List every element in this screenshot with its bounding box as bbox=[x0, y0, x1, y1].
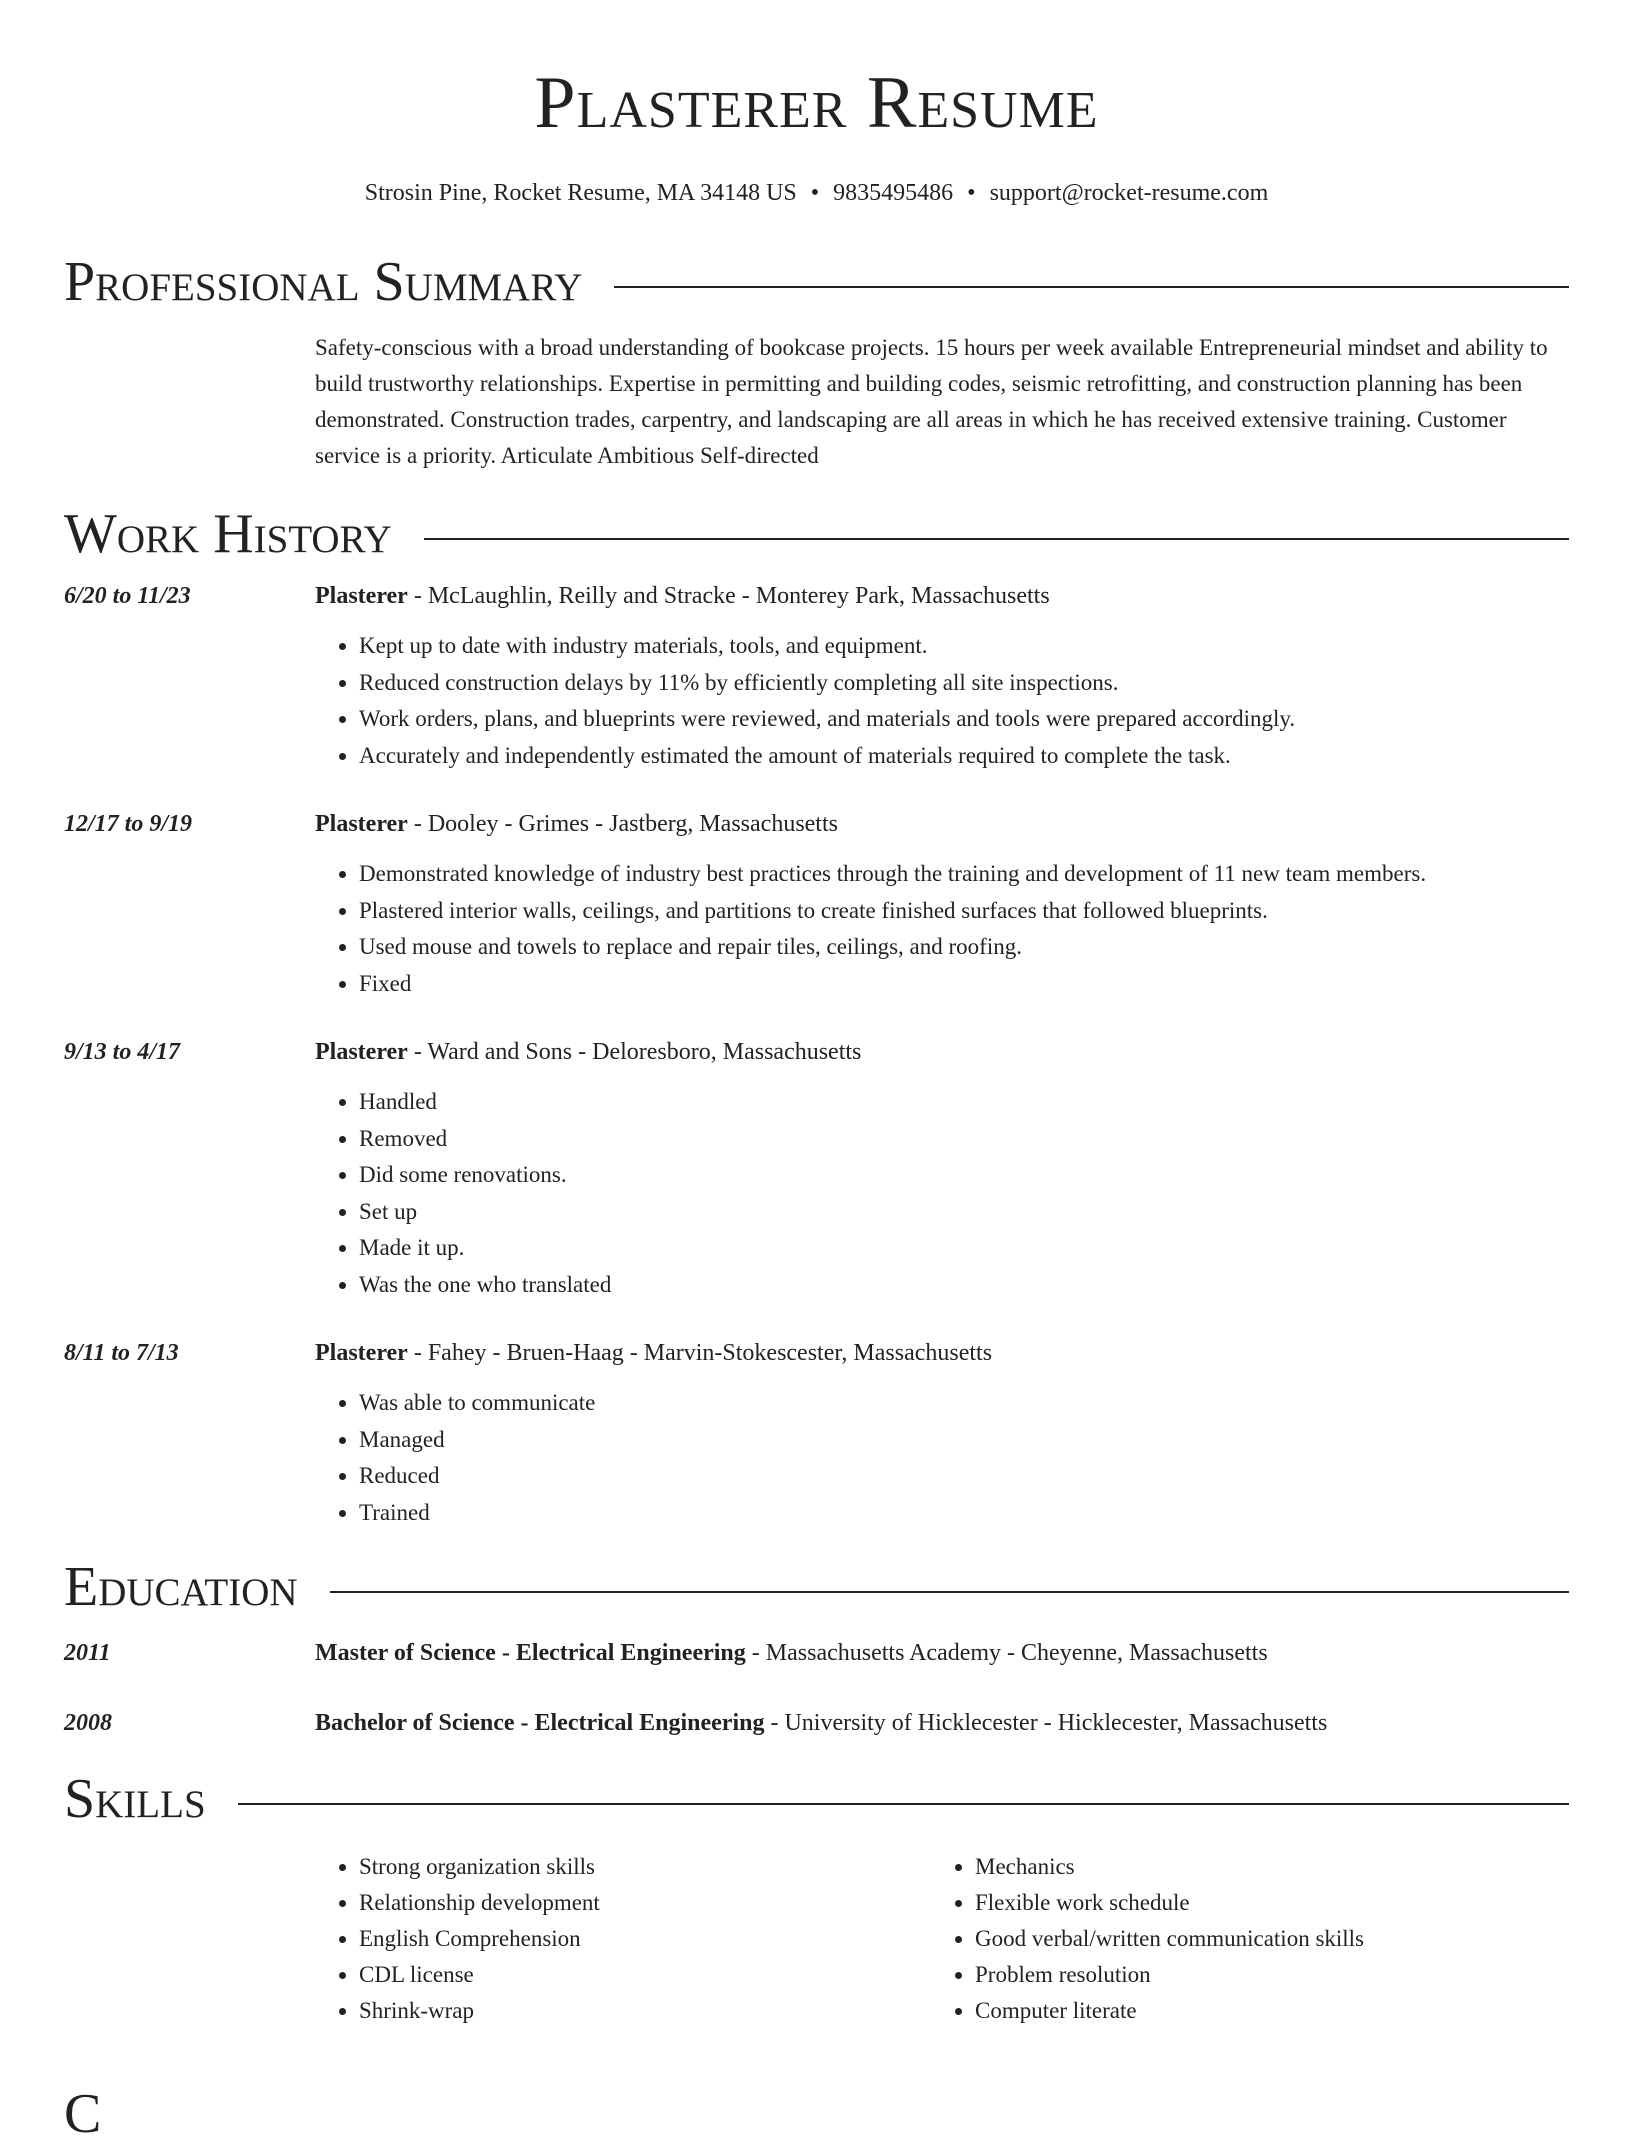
education-entry-heading bbox=[315, 1635, 1268, 1671]
list-item: • Was the one who translated bbox=[359, 1267, 1569, 1304]
work-entry-detail: - Ward and Sons - Deloresboro, Massachusetts bbox=[407, 1039, 862, 1065]
list-item: • Used mouse and towels to replace and repair tiles, ceilings, and roofing. bbox=[359, 929, 1569, 966]
skill-item: • English Comprehension bbox=[359, 1921, 931, 1957]
page-title: Plasterer Resume bbox=[534, 62, 1099, 144]
section-divider bbox=[238, 1803, 1569, 1805]
education-degree: Master of Science - Electrical Engineering bbox=[315, 1640, 746, 1666]
summary-section-title: Professional Summary bbox=[64, 251, 583, 313]
contact-address: Strosin Pine, Rocket Resume, MA 34148 US bbox=[364, 180, 797, 206]
work-entry-role: Plasterer bbox=[315, 811, 408, 837]
list-item: • Work orders, plans, and blueprints were reviewed, and materials and tools were prepared accordingly. bbox=[359, 701, 1569, 738]
list-item: • Reduced bbox=[359, 1458, 1569, 1495]
work-entry-bullets bbox=[315, 628, 1569, 774]
list-item: • Removed bbox=[359, 1121, 1569, 1158]
education-entry bbox=[64, 1705, 1569, 1741]
contact-separator: • bbox=[810, 180, 820, 206]
work-entry-detail: - Dooley - Grimes - Jastberg, Massachusetts bbox=[407, 811, 838, 837]
work-entry bbox=[64, 578, 1569, 774]
work-entry-date: 12/17 to 9/19 bbox=[64, 811, 193, 837]
list-item: • Made it up. bbox=[359, 1230, 1569, 1267]
education-entry-date: 2011 bbox=[64, 1640, 111, 1666]
work-entry-role: Plasterer bbox=[315, 1039, 408, 1065]
education-degree: Bachelor of Science - Electrical Engineering bbox=[315, 1710, 765, 1736]
work-entry bbox=[64, 806, 1569, 1002]
work-entry bbox=[64, 1335, 1569, 1531]
education-entry-heading bbox=[315, 1705, 1327, 1741]
education-detail: - University of Hicklecester - Hicklecester, Massachusetts bbox=[764, 1710, 1328, 1736]
education-section-title: Education bbox=[64, 1556, 298, 1618]
skills-column-left bbox=[315, 1849, 931, 2029]
education-section-header bbox=[64, 1555, 1569, 1619]
work-entry-heading bbox=[315, 578, 1569, 614]
section-divider bbox=[614, 286, 1569, 288]
work-entry-role: Plasterer bbox=[315, 1340, 408, 1366]
work-entry-date: 6/20 to 11/23 bbox=[64, 583, 191, 609]
work-entry-detail: - McLaughlin, Reilly and Stracke - Monterey Park, Massachusetts bbox=[407, 583, 1050, 609]
skills-section-title: Skills bbox=[64, 1768, 206, 1830]
summary-section-header bbox=[64, 250, 1569, 314]
skills-list bbox=[315, 1849, 1569, 2029]
list-item: • Demonstrated knowledge of industry best practices through the training and development of 11 new team members. bbox=[359, 856, 1569, 893]
list-item: • Kept up to date with industry materials, tools, and equipment. bbox=[359, 628, 1569, 665]
education-detail: - Massachusetts Academy - Cheyenne, Massachusetts bbox=[745, 1640, 1268, 1666]
work-section-title: Work History bbox=[64, 503, 392, 565]
skill-item: • Problem resolution bbox=[975, 1957, 1555, 1993]
list-item: • Trained bbox=[359, 1495, 1569, 1532]
list-item: • Plastered interior walls, ceilings, and partitions to create finished surfaces that followed blueprints. bbox=[359, 893, 1569, 930]
list-item: • Fixed bbox=[359, 966, 1569, 1003]
list-item: • Accurately and independently estimated the amount of materials required to complete the task. bbox=[359, 738, 1569, 775]
skill-item: • Shrink-wrap bbox=[359, 1993, 931, 2029]
education-entry-date: 2008 bbox=[64, 1710, 112, 1736]
next-section-title-fragment: C bbox=[64, 2083, 102, 2145]
work-entry-detail: - Fahey - Bruen-Haag - Marvin-Stokescester, Massachusetts bbox=[407, 1340, 993, 1366]
skills-column-right bbox=[931, 1849, 1555, 2029]
list-item: • Was able to communicate bbox=[359, 1385, 1569, 1422]
work-section-header bbox=[64, 502, 1569, 566]
list-item: • Managed bbox=[359, 1422, 1569, 1459]
section-divider bbox=[424, 538, 1569, 540]
work-entry-bullets bbox=[315, 856, 1569, 1002]
work-entry-role: Plasterer bbox=[315, 583, 408, 609]
list-item: • Set up bbox=[359, 1194, 1569, 1231]
resume-page bbox=[64, 0, 1569, 2029]
summary-text: Safety-conscious with a broad understanding of bookcase projects. 15 hours per week available Entrepreneurial mindset and ability to build trustworthy relationships. Expertise in permitting and building codes, seismic retrofitting, and construction planning has been demonstrated. Construction trades, carpentry, and landscaping are all areas in which he has received extensive training. Customer service is a priority. Articulate Ambitious Self-directed bbox=[315, 335, 1548, 468]
work-entry-heading bbox=[315, 806, 1569, 842]
education-entry bbox=[64, 1635, 1569, 1671]
skills-section-header bbox=[64, 1767, 1569, 1831]
work-entry-bullets bbox=[315, 1385, 1569, 1531]
contact-phone: 9835495486 bbox=[833, 180, 954, 206]
work-entry-heading bbox=[315, 1335, 1569, 1371]
list-item: • Handled bbox=[359, 1084, 1569, 1121]
contact-separator: • bbox=[967, 180, 976, 206]
contact-line bbox=[64, 178, 1569, 208]
contact-email: support@rocket-resume.com bbox=[989, 180, 1269, 206]
skill-item: • Strong organization skills bbox=[359, 1849, 931, 1885]
list-item: • Reduced construction delays by 11% by efficiently completing all site inspections. bbox=[359, 665, 1569, 702]
work-entry-bullets bbox=[315, 1084, 1569, 1303]
section-divider bbox=[330, 1591, 1569, 1593]
work-entry bbox=[64, 1034, 1569, 1303]
skill-item: • Relationship development bbox=[359, 1885, 931, 1921]
work-entry-heading bbox=[315, 1034, 1569, 1070]
skill-item: • Flexible work schedule bbox=[975, 1885, 1555, 1921]
skill-item: • Mechanics bbox=[975, 1849, 1555, 1885]
skill-item: • CDL license bbox=[359, 1957, 931, 1993]
work-entry-date: 8/11 to 7/13 bbox=[64, 1340, 179, 1366]
work-entry-date: 9/13 to 4/17 bbox=[64, 1039, 181, 1065]
skill-item: • Computer literate bbox=[975, 1993, 1555, 2029]
skill-item: • Good verbal/written communication skills bbox=[975, 1921, 1555, 1957]
list-item: • Did some renovations. bbox=[359, 1157, 1569, 1194]
